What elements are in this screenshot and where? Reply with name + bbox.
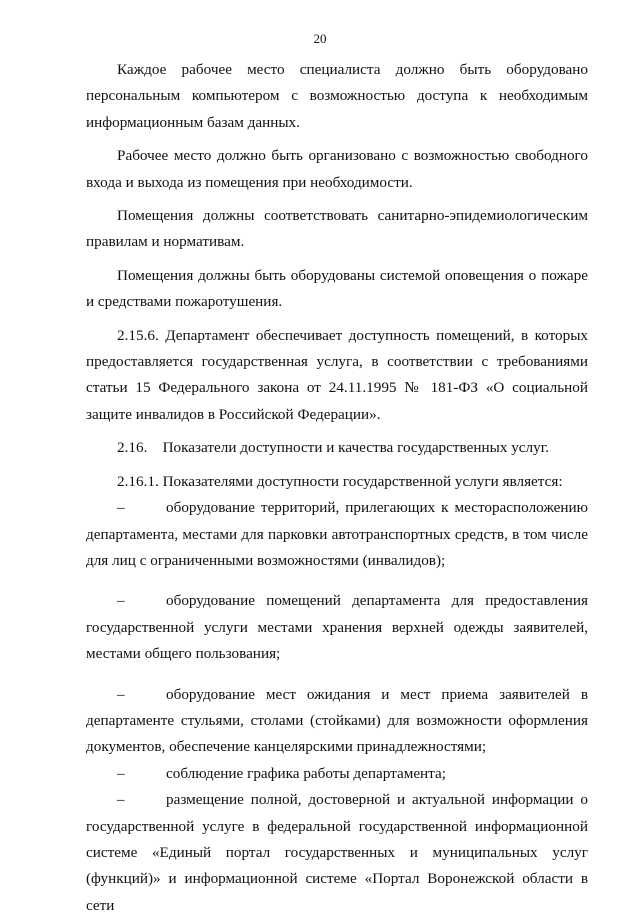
- list-item: [86, 761, 588, 787]
- list-dash: –: [117, 764, 125, 782]
- paragraph-workplace-access: Рабочее место должно быть организовано с возможностью свободного входа и выхода из помещения при необходимости.: [86, 147, 588, 191]
- paragraph-sanitary-rules: Помещения должны соответствовать санитарно-эпидемиологическим правилам и нормативам.: [86, 207, 588, 251]
- paragraph-2-16-1: 2.16.1. Показателями доступности государственной услуги является:: [117, 472, 563, 490]
- list-item: [86, 787, 588, 919]
- paragraph-2-15-6: 2.15.6. Департамент обеспечивает доступность помещений, в которых предоставляется государственная услуга, в соответствии с требованиями статьи 15 Федерального закона от 24.11.1995 № 181-ФЗ «О социальной защите инвалидов в Российской Федерации».: [86, 326, 588, 423]
- paragraph-fire-alarm: Помещения должны быть оборудованы системой оповещения о пожаре и средствами пожаротушения.: [86, 266, 588, 311]
- list-item: [86, 495, 588, 574]
- list-item: [86, 682, 588, 761]
- heading-2-16: 2.16. Показатели доступности и качества государственных услуг.: [117, 439, 550, 457]
- list-dash: –: [117, 791, 125, 809]
- list-dash: –: [117, 499, 125, 517]
- list-dash: –: [117, 685, 125, 703]
- list-item: [86, 588, 588, 667]
- page-number: 20: [313, 31, 327, 46]
- list-item-text: соблюдение графика работы департамента;: [166, 764, 446, 782]
- list-item-text: оборудование помещений департамента для предоставления государственной услуги местами хранения верхней одежды заявителей, местами общего пользования;: [86, 592, 588, 663]
- list-item-text: оборудование мест ожидания и мест приема заявителей в департаменте стульями, столами (стойками) для возможности оформления документов, обеспечение канцелярскими принадлежностями;: [86, 685, 588, 756]
- bullet-list: [86, 495, 588, 919]
- list-item-text: оборудование территорий, прилегающих к месторасположению департамента, местами для парковки автотранспортных средств, в том числе для лиц с ограниченными возможностями (инвалидов);: [86, 499, 588, 569]
- list-dash: –: [117, 592, 125, 610]
- list-item-text: размещение полной, достоверной и актуальной информации о государственной услуге в федеральной государственной информационной системе «Единый портал государственных и муниципальных услуг (функций)» и информационной системе «Портал Воронежской области в сети: [86, 791, 588, 914]
- document-body: [86, 57, 588, 919]
- paragraph-workplace-computer: Каждое рабочее место специалиста должно быть оборудовано персональным компьютером с возможностью доступа к необходимым информационным базам данных.: [86, 61, 588, 131]
